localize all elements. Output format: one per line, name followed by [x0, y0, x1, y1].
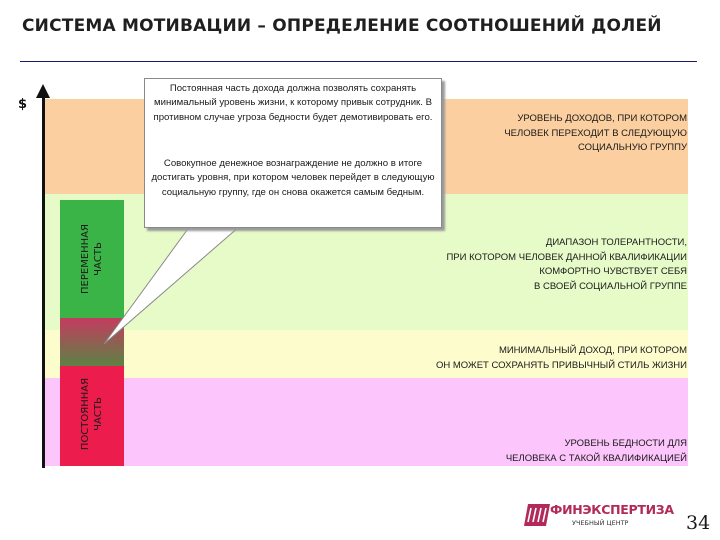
level-label-line: ДИАПАЗОН ТОЛЕРАНТНОСТИ, [545, 237, 687, 248]
callout-paragraph: Постоянная часть дохода должна позволять сохранять минимальный уровень жизни, к которому привык сотрудник. В противном случае угроза бедности будет демотивировать его. [153, 83, 433, 123]
logo-name: ФИНЭКСПЕРТИЗА [550, 502, 674, 517]
level-label-line: УРОВЕНЬ БЕДНОСТИ ДЛЯ [564, 438, 687, 449]
logo-subtitle: УЧЕБНЫЙ ЦЕНТР [572, 519, 629, 527]
level-label-line: ЧЕЛОВЕКА С ТАКОЙ КВАЛИФИКАЦИЕЙ [505, 452, 687, 464]
currency-label: $ [18, 97, 28, 112]
logo-mark-icon [522, 500, 552, 530]
slide-title: СИСТЕМА МОТИВАЦИИ – ОПРЕДЕЛЕНИЕ СООТНОШЕНИЙ ДОЛЕЙ [22, 16, 662, 36]
level-label-line: ПРИ КОТОРОМ ЧЕЛОВЕК ДАННОЙ КВАЛИФИКАЦИИ [446, 251, 687, 263]
company-logo [522, 500, 674, 532]
level-label-line: ЧЕЛОВЕК ПЕРЕХОДИТ В СЛЕДУЮЩУЮ [504, 127, 687, 139]
page-number: 34 [686, 512, 711, 534]
variable-part-label-line: ЧАСТЬ [93, 242, 104, 276]
callout-paragraph: Совокупное денежное вознаграждение не должно в итоге достигать уровня, при котором человек перейдет в следующую социальную группу, где он снова окажется самым бедным. [151, 158, 435, 198]
level-label-line: СОЦИАЛЬНУЮ ГРУППУ [577, 142, 687, 153]
level-label-line: В СВОЕЙ СОЦИАЛЬНОЙ ГРУППЕ [534, 280, 687, 292]
fixed-part-label-line: ПОСТОЯННАЯ [80, 377, 91, 451]
level-label-line: МИНИМАЛЬНЫЙ ДОХОД, ПРИ КОТОРОМ [498, 345, 687, 356]
fixed-part-label-line: ЧАСТЬ [93, 397, 104, 431]
variable-part-label-line: ПЕРЕМЕННАЯ [80, 224, 91, 294]
level-label-line: УРОВЕНЬ ДОХОДОВ, ПРИ КОТОРОМ [517, 113, 687, 124]
level-label-line: КОМФОРТНО ЧУВСТВУЕТ СЕБЯ [539, 266, 687, 277]
level-label-line: ОН МОЖЕТ СОХРАНЯТЬ ПРИВЫЧНЫЙ СТИЛЬ ЖИЗНИ [435, 359, 687, 370]
